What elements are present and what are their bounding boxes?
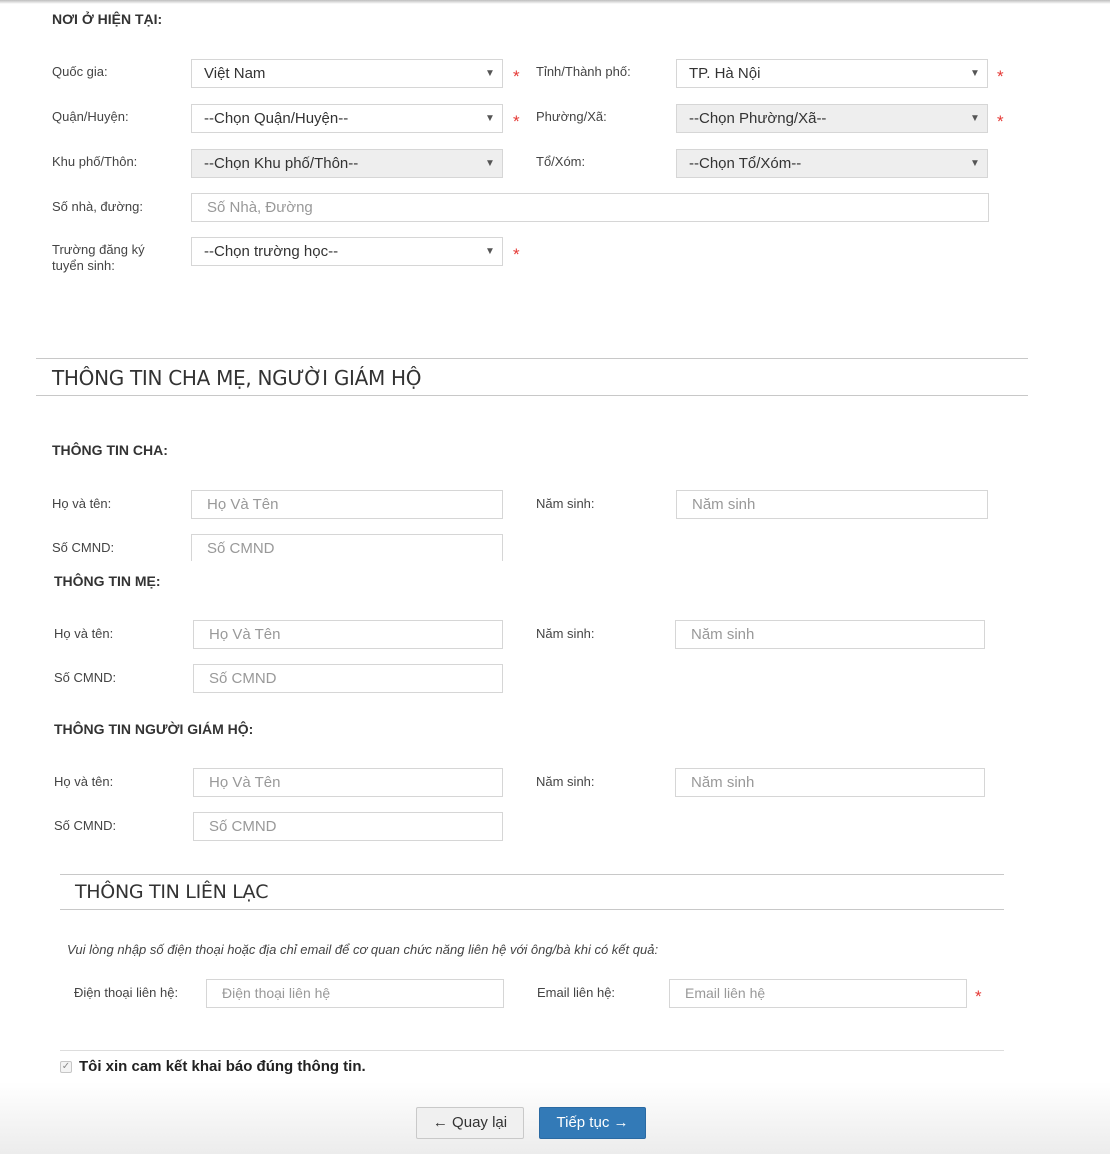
chevron-down-icon: ▼ [970,113,980,124]
district-select[interactable] [191,104,503,133]
mother-name-placeholder: Họ Và Tên [209,626,281,643]
guardian-year-label: Năm sinh: [536,774,595,789]
mother-id-label: Số CMND: [54,670,117,685]
father-name-input[interactable] [191,490,503,519]
address-placeholder: Số Nhà, Đường [207,199,313,216]
father-id-placeholder: Số CMND [207,540,275,557]
guardian-year-input[interactable] [675,768,985,797]
district-value: --Chọn Quận/Huyện-- [204,110,349,127]
phone-placeholder: Điện thoại liên hệ [222,985,331,1001]
contact-divider-top [60,874,1004,875]
chevron-down-icon: ▼ [485,68,495,79]
mother-id-input[interactable] [193,664,503,693]
required-mark: * [997,112,1004,131]
parents-section-title: THÔNG TIN CHA MẸ, NGƯỜI GIÁM HỘ [52,366,422,390]
required-mark: * [513,67,520,86]
father-id-label: Số CMND: [52,540,115,555]
contact-divider-bottom [60,909,1004,910]
father-name-label: Họ và tên: [52,496,112,511]
father-year-label: Năm sinh: [536,496,595,511]
ward-value: --Chọn Phường/Xã-- [689,110,827,127]
section-divider-top [36,358,1028,359]
commit-label: Tôi xin cam kết khai báo đúng thông tin. [79,1058,366,1075]
section-divider-bottom [36,395,1028,396]
required-mark: * [513,112,520,131]
chevron-down-icon: ▼ [970,158,980,169]
required-mark: * [513,245,520,264]
next-button[interactable]: Tiếp tục → [539,1107,646,1139]
mother-year-label: Năm sinh: [536,626,595,641]
quarter-label: Khu phố/Thôn: [52,154,138,169]
mother-name-label: Họ và tên: [54,626,114,641]
father-id-input[interactable] [191,534,503,561]
guardian-id-placeholder: Số CMND [209,818,277,835]
address-input[interactable] [191,193,989,222]
mother-year-placeholder: Năm sinh [691,626,755,643]
guardian-name-label: Họ và tên: [54,774,114,789]
back-button[interactable]: ← Quay lại [416,1107,524,1139]
quarter-value: --Chọn Khu phố/Thôn-- [204,155,359,172]
ward-select[interactable] [676,104,988,133]
father-heading: THÔNG TIN CHA: [52,442,168,458]
address-label: Số nhà, đường: [52,199,143,214]
school-select[interactable] [191,237,503,266]
quarter-select[interactable] [191,149,503,178]
mother-heading: THÔNG TIN MẸ: [54,573,161,589]
mother-year-input[interactable] [675,620,985,649]
hamlet-select[interactable] [676,149,988,178]
school-label [52,242,145,274]
required-mark: * [975,987,982,1006]
school-value: --Chọn trường học-- [204,243,339,260]
province-select[interactable] [676,59,988,88]
mother-name-input[interactable] [193,620,503,649]
phone-input[interactable] [206,979,504,1008]
guardian-name-input[interactable] [193,768,503,797]
email-label: Email liên hệ: [537,985,616,1000]
country-label: Quốc gia: [52,64,108,79]
email-placeholder: Email liên hệ [685,985,766,1001]
district-label: Quận/Huyện: [52,109,129,124]
hamlet-label: Tổ/Xóm: [536,154,586,169]
school-label-line2: tuyển sinh: [52,258,115,273]
commit-checkbox[interactable]: ✓ [61,1061,71,1072]
residence-heading: NƠI Ở HIỆN TẠI: [52,11,163,27]
father-year-placeholder: Năm sinh [692,496,756,513]
top-shadow [0,0,1110,4]
required-mark: * [997,67,1004,86]
father-name-placeholder: Họ Và Tên [207,496,279,513]
email-input[interactable] [669,979,967,1008]
chevron-down-icon: ▼ [485,246,495,257]
guardian-id-label: Số CMND: [54,818,117,833]
phone-label: Điện thoại liên hệ: [74,985,179,1000]
hamlet-value: --Chọn Tổ/Xóm-- [689,155,802,172]
province-label: Tỉnh/Thành phố: [536,64,631,79]
contact-note: Vui lòng nhập số điện thoại hoặc địa chỉ email để cơ quan chức năng liên hệ với ông/bà khi có kết quả: [67,942,659,957]
ward-label: Phường/Xã: [536,109,607,124]
guardian-year-placeholder: Năm sinh [691,774,755,791]
contact-section-title: THÔNG TIN LIÊN LẠC [75,881,269,903]
guardian-heading: THÔNG TIN NGƯỜI GIÁM HỘ: [54,721,254,737]
country-value: Việt Nam [204,65,266,82]
guardian-name-placeholder: Họ Và Tên [209,774,281,791]
guardian-id-input[interactable] [193,812,503,841]
chevron-down-icon: ▼ [485,158,495,169]
commit-divider [60,1050,1004,1051]
province-value: TP. Hà Nội [689,65,761,82]
country-select[interactable] [191,59,503,88]
chevron-down-icon: ▼ [970,68,980,79]
school-label-line1: Trường đăng ký [52,242,145,257]
mother-id-placeholder: Số CMND [209,670,277,687]
chevron-down-icon: ▼ [485,113,495,124]
father-year-input[interactable] [676,490,988,519]
